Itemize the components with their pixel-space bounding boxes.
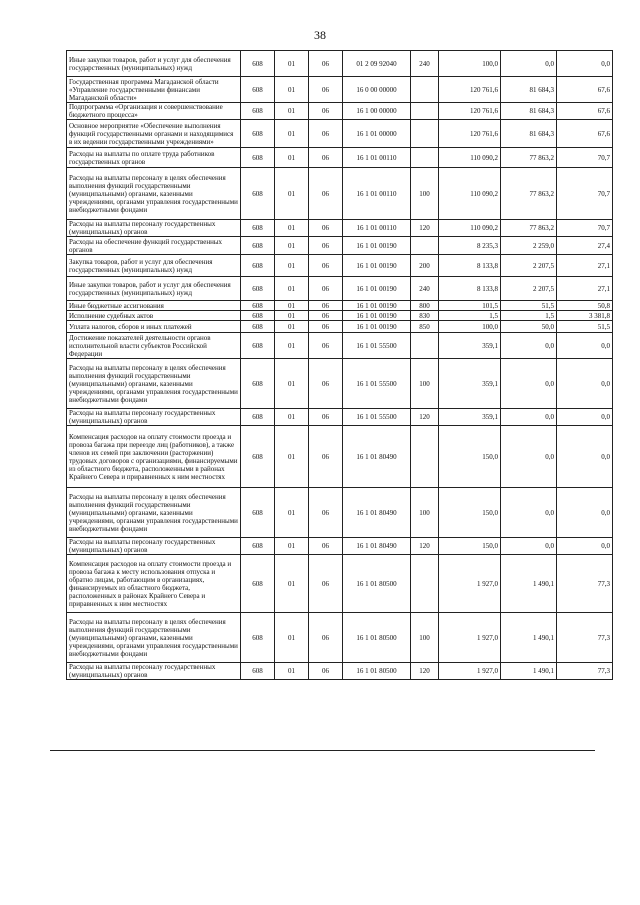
row-name: Расходы на выплаты по оплате труда работников государственных органов [67,148,241,168]
row-name: Иные закупки товаров, работ и услуг для обеспечения государственных (муниципальных) нужд [67,51,241,77]
cell-subsection-code: 06 [309,51,343,77]
cell-planned-amount: 1,5 [439,311,501,321]
cell-percent: 70,7 [557,148,613,168]
cell-subsection-code: 06 [309,321,343,333]
cell-target-article: 16 1 01 00190 [343,237,411,255]
cell-percent: 27,1 [557,277,613,301]
cell-expense-type: 240 [411,51,439,77]
cell-admin-code: 608 [241,237,275,255]
cell-planned-amount: 120 761,6 [439,120,501,148]
cell-subsection-code: 06 [309,426,343,488]
cell-section-code: 01 [275,613,309,663]
table-row [67,311,613,321]
cell-percent: 70,7 [557,168,613,220]
row-name: Расходы на выплаты персоналу государственных (муниципальных) органов [67,663,241,680]
table-row [67,321,613,333]
cell-target-article: 16 1 01 80490 [343,538,411,555]
cell-planned-amount: 120 761,6 [439,103,501,120]
cell-admin-code: 608 [241,321,275,333]
table-row [67,333,613,359]
cell-expense-type: 100 [411,359,439,409]
cell-target-article: 16 1 01 00190 [343,311,411,321]
row-name: Подпрограмма «Организация и совершенствование бюджетного процесса» [67,103,241,120]
cell-subsection-code: 06 [309,538,343,555]
row-name: Расходы на выплаты персоналу государственных (муниципальных) органов [67,538,241,555]
cell-actual-amount: 81 684,3 [501,77,557,103]
cell-admin-code: 608 [241,663,275,680]
cell-target-article: 16 1 01 80500 [343,613,411,663]
cell-target-article: 16 0 00 00000 [343,77,411,103]
table-row [67,237,613,255]
cell-planned-amount: 100,0 [439,51,501,77]
cell-actual-amount: 51,5 [501,301,557,311]
cell-admin-code: 608 [241,301,275,311]
row-name: Достижение показателей деятельности органов исполнительной власти субъектов Российской Федерации [67,333,241,359]
cell-expense-type [411,77,439,103]
cell-actual-amount: 0,0 [501,426,557,488]
cell-actual-amount: 77 863,2 [501,220,557,237]
cell-percent: 0,0 [557,51,613,77]
cell-target-article: 16 1 01 55500 [343,359,411,409]
cell-planned-amount: 359,1 [439,409,501,426]
cell-actual-amount: 2 259,0 [501,237,557,255]
table-row [67,613,613,663]
cell-percent: 77,3 [557,663,613,680]
cell-actual-amount: 0,0 [501,51,557,77]
cell-expense-type: 240 [411,277,439,301]
cell-subsection-code: 06 [309,663,343,680]
cell-subsection-code: 06 [309,237,343,255]
cell-expense-type: 100 [411,168,439,220]
cell-target-article: 16 1 01 55500 [343,409,411,426]
cell-section-code: 01 [275,409,309,426]
cell-actual-amount: 1,5 [501,311,557,321]
cell-subsection-code: 06 [309,220,343,237]
cell-planned-amount: 359,1 [439,359,501,409]
cell-admin-code: 608 [241,168,275,220]
row-name: Основное мероприятие «Обеспечение выполнения функций государственными органами и находящимися в их ведении государственными учреждениями» [67,120,241,148]
cell-expense-type: 120 [411,538,439,555]
cell-planned-amount: 1 927,0 [439,663,501,680]
cell-percent: 0,0 [557,359,613,409]
cell-admin-code: 608 [241,488,275,538]
cell-subsection-code: 06 [309,168,343,220]
cell-percent: 0,0 [557,426,613,488]
cell-percent: 27,1 [557,255,613,277]
cell-actual-amount: 81 684,3 [501,103,557,120]
cell-section-code: 01 [275,148,309,168]
table-row [67,255,613,277]
cell-expense-type: 100 [411,613,439,663]
cell-admin-code: 608 [241,426,275,488]
cell-target-article: 16 1 01 80500 [343,663,411,680]
row-name: Государственная программа Магаданской области «Управление государственными финансами Магаданской области» [67,77,241,103]
row-name: Расходы на выплаты персоналу государственных (муниципальных) органов [67,220,241,237]
table-row [67,220,613,237]
table-row [67,77,613,103]
cell-planned-amount: 110 090,2 [439,220,501,237]
cell-section-code: 01 [275,321,309,333]
cell-subsection-code: 06 [309,333,343,359]
cell-actual-amount: 0,0 [501,538,557,555]
cell-expense-type [411,148,439,168]
cell-target-article: 16 1 01 00110 [343,148,411,168]
cell-section-code: 01 [275,120,309,148]
cell-actual-amount: 50,0 [501,321,557,333]
cell-percent: 0,0 [557,538,613,555]
row-name: Расходы на выплаты персоналу в целях обеспечения выполнения функций государственными (муниципальными) органами, казенными учреждениями, органами управления государственными внебюджетными фондами [67,168,241,220]
cell-planned-amount: 1 927,0 [439,613,501,663]
cell-target-article: 16 1 01 80500 [343,555,411,613]
cell-admin-code: 608 [241,613,275,663]
cell-subsection-code: 06 [309,359,343,409]
cell-subsection-code: 06 [309,409,343,426]
cell-percent: 67,6 [557,120,613,148]
cell-expense-type: 120 [411,220,439,237]
table-row [67,103,613,120]
cell-actual-amount: 1 490,1 [501,663,557,680]
cell-subsection-code: 06 [309,311,343,321]
cell-expense-type: 850 [411,321,439,333]
cell-admin-code: 608 [241,359,275,409]
cell-actual-amount: 0,0 [501,359,557,409]
cell-actual-amount: 81 684,3 [501,120,557,148]
cell-expense-type [411,103,439,120]
row-name: Исполнение судебных актов [67,311,241,321]
row-name: Компенсация расходов на оплату стоимости проезда и провоза багажа при переезде лиц (работников), а также членов их семей при заключении (расторжении) трудовых договоров с организациями, финансируемыми из областного бюджета, расположенными в районах Крайнего Севера и приравненных к ним местностях [67,426,241,488]
row-name: Расходы на выплаты персоналу в целях обеспечения выполнения функций государственными (муниципальными) органами, казенными учреждениями, органами управления государственными внебюджетными фондами [67,613,241,663]
cell-admin-code: 608 [241,333,275,359]
cell-section-code: 01 [275,538,309,555]
cell-planned-amount: 100,0 [439,321,501,333]
cell-subsection-code: 06 [309,103,343,120]
cell-expense-type: 100 [411,488,439,538]
cell-expense-type: 120 [411,663,439,680]
table-row [67,301,613,311]
cell-percent: 70,7 [557,220,613,237]
cell-planned-amount: 101,5 [439,301,501,311]
row-name: Иные закупки товаров, работ и услуг для обеспечения государственных (муниципальных) нужд [67,277,241,301]
cell-section-code: 01 [275,255,309,277]
table-row [67,538,613,555]
row-name: Расходы на выплаты персоналу в целях обеспечения выполнения функций государственными (муниципальными) органами, казенными учреждениями, органами управления государственными внебюджетными фондами [67,359,241,409]
cell-target-article: 16 1 01 00110 [343,220,411,237]
cell-section-code: 01 [275,488,309,538]
cell-target-article: 16 1 01 00190 [343,277,411,301]
table-row [67,409,613,426]
cell-percent: 77,3 [557,555,613,613]
cell-actual-amount: 0,0 [501,333,557,359]
cell-planned-amount: 8 133,8 [439,255,501,277]
cell-expense-type [411,426,439,488]
page-number: 38 [314,28,326,42]
cell-percent: 67,6 [557,77,613,103]
cell-target-article: 16 1 01 00190 [343,301,411,311]
cell-admin-code: 608 [241,120,275,148]
table-row [67,168,613,220]
cell-admin-code: 608 [241,555,275,613]
cell-subsection-code: 06 [309,148,343,168]
cell-target-article: 16 1 01 00000 [343,120,411,148]
table-body [67,51,613,680]
cell-subsection-code: 06 [309,120,343,148]
cell-actual-amount: 1 490,1 [501,555,557,613]
cell-percent: 50,8 [557,301,613,311]
cell-expense-type [411,333,439,359]
cell-subsection-code: 06 [309,555,343,613]
cell-actual-amount: 77 863,2 [501,148,557,168]
cell-subsection-code: 06 [309,613,343,663]
cell-actual-amount: 2 207,5 [501,255,557,277]
cell-percent: 3 381,8 [557,311,613,321]
cell-section-code: 01 [275,51,309,77]
cell-planned-amount: 110 090,2 [439,168,501,220]
row-name: Закупка товаров, работ и услуг для обеспечения государственных (муниципальных) нужд [67,255,241,277]
cell-target-article: 16 1 01 80490 [343,488,411,538]
cell-expense-type: 120 [411,409,439,426]
cell-planned-amount: 120 761,6 [439,77,501,103]
cell-section-code: 01 [275,359,309,409]
cell-target-article: 01 2 09 92040 [343,51,411,77]
cell-actual-amount: 1 490,1 [501,613,557,663]
cell-admin-code: 608 [241,148,275,168]
table-row [67,120,613,148]
cell-admin-code: 608 [241,103,275,120]
row-name: Компенсация расходов на оплату стоимости проезда и провоза багажа к месту использования отпуска и обратно лицам, работающим в организациях, финансируемых из областного бюджета, расположенных в районах Крайнего Севера и приравненных к ним местностях [67,555,241,613]
budget-table [66,50,613,680]
cell-section-code: 01 [275,77,309,103]
cell-percent: 27,4 [557,237,613,255]
cell-percent: 77,3 [557,613,613,663]
cell-target-article: 16 1 00 00000 [343,103,411,120]
cell-planned-amount: 110 090,2 [439,148,501,168]
cell-section-code: 01 [275,555,309,613]
cell-planned-amount: 1 927,0 [439,555,501,613]
cell-admin-code: 608 [241,51,275,77]
cell-section-code: 01 [275,277,309,301]
cell-expense-type: 830 [411,311,439,321]
cell-admin-code: 608 [241,255,275,277]
table-row [67,426,613,488]
cell-percent: 67,6 [557,103,613,120]
footer-rule [50,750,595,751]
cell-admin-code: 608 [241,77,275,103]
cell-section-code: 01 [275,301,309,311]
cell-percent: 0,0 [557,409,613,426]
cell-subsection-code: 06 [309,488,343,538]
row-name: Иные бюджетные ассигнования [67,301,241,311]
table-row [67,555,613,613]
cell-target-article: 16 1 01 00110 [343,168,411,220]
cell-subsection-code: 06 [309,277,343,301]
cell-admin-code: 608 [241,220,275,237]
cell-section-code: 01 [275,220,309,237]
cell-expense-type: 800 [411,301,439,311]
cell-planned-amount: 150,0 [439,426,501,488]
cell-section-code: 01 [275,103,309,120]
table-row [67,148,613,168]
cell-planned-amount: 359,1 [439,333,501,359]
row-name: Уплата налогов, сборов и иных платежей [67,321,241,333]
cell-planned-amount: 150,0 [439,488,501,538]
cell-section-code: 01 [275,663,309,680]
cell-subsection-code: 06 [309,77,343,103]
cell-subsection-code: 06 [309,301,343,311]
cell-planned-amount: 8 133,8 [439,277,501,301]
table-row [67,663,613,680]
cell-subsection-code: 06 [309,255,343,277]
cell-expense-type [411,555,439,613]
cell-section-code: 01 [275,333,309,359]
cell-expense-type [411,120,439,148]
cell-target-article: 16 1 01 00190 [343,255,411,277]
table-row [67,488,613,538]
cell-actual-amount: 77 863,2 [501,168,557,220]
cell-percent: 0,0 [557,488,613,538]
cell-percent: 0,0 [557,333,613,359]
cell-actual-amount: 0,0 [501,488,557,538]
cell-target-article: 16 1 01 55500 [343,333,411,359]
row-name: Расходы на выплаты персоналу государственных (муниципальных) органов [67,409,241,426]
table-row [67,51,613,77]
cell-section-code: 01 [275,311,309,321]
cell-planned-amount: 150,0 [439,538,501,555]
cell-admin-code: 608 [241,538,275,555]
cell-admin-code: 608 [241,311,275,321]
cell-actual-amount: 2 207,5 [501,277,557,301]
cell-target-article: 16 1 01 80490 [343,426,411,488]
cell-expense-type: 200 [411,255,439,277]
cell-target-article: 16 1 01 00190 [343,321,411,333]
cell-section-code: 01 [275,426,309,488]
cell-admin-code: 608 [241,277,275,301]
table-row [67,277,613,301]
cell-percent: 51,5 [557,321,613,333]
cell-expense-type [411,237,439,255]
row-name: Расходы на обеспечение функций государственных органов [67,237,241,255]
row-name: Расходы на выплаты персоналу в целях обеспечения выполнения функций государственными (муниципальными) органами, казенными учреждениями, органами управления государственными внебюджетными фондами [67,488,241,538]
table-row [67,359,613,409]
cell-actual-amount: 0,0 [501,409,557,426]
cell-section-code: 01 [275,237,309,255]
cell-admin-code: 608 [241,409,275,426]
cell-section-code: 01 [275,168,309,220]
cell-planned-amount: 8 235,3 [439,237,501,255]
